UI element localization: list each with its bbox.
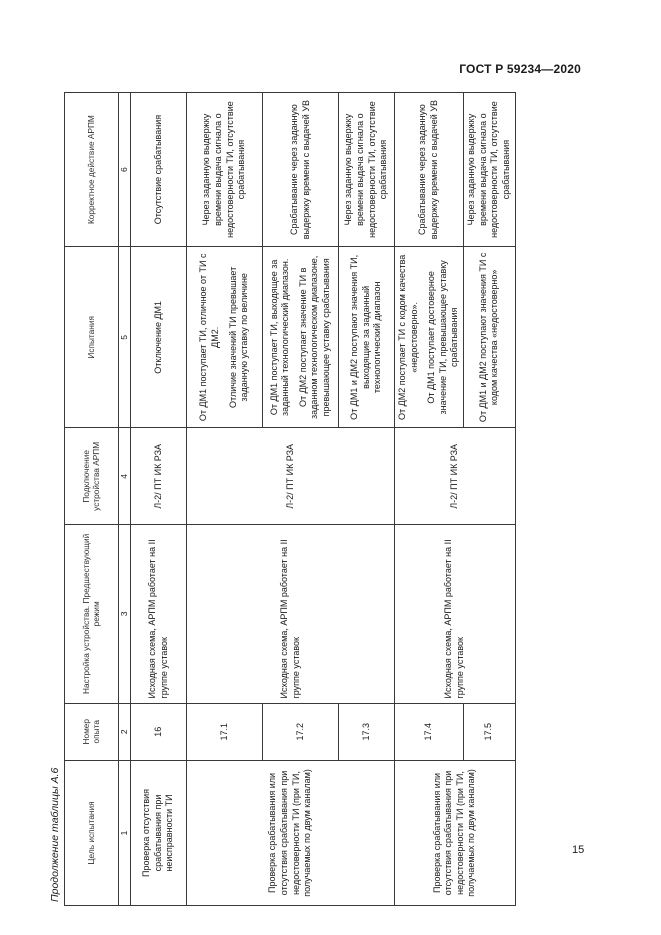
setting-cell: Исходная схема, АРПМ работает на II группе уставок (131, 525, 187, 703)
header-cell-number: Номер опыта (65, 703, 119, 760)
action-cell: Через заданную выдержку времени выдача сигнала о недостоверности ТИ, отсутствие срабатывания (187, 93, 263, 247)
test-number: 17.4 (395, 703, 464, 760)
connection-cell: Л-2/ ПТ ИК РЗА (187, 428, 395, 525)
test-number: 17.3 (339, 703, 395, 760)
table-row (187, 93, 263, 906)
action-cell: Через заданную выдержку времени выдача сигнала о недостоверности ТИ, отсутствие срабатывания (463, 93, 515, 247)
test-number: 16 (131, 703, 187, 760)
test-number: 17.2 (263, 703, 339, 760)
test-paragraph: От ДМ2 поступает значение ТИ в заданном технологическом диапазоне, превышающее уставку срабатывания (297, 255, 331, 419)
test-paragraph: От ДМ1 и ДМ2 поступают значения ТИ с кодом качества «недостоверно» (477, 252, 500, 423)
test-paragraph: От ДМ1 и ДМ2 поступают значения ТИ, выходящие за заданный технологический диапазон (349, 254, 383, 420)
test-description (187, 247, 263, 428)
goal-cell: Проверка срабатывания или отсутствия срабатывания при недостоверности ТИ (при ТИ, получаемых по двум каналам) (395, 760, 516, 905)
header-cell-goal: Цель испытания (65, 760, 119, 905)
test-table (64, 92, 516, 906)
action-cell: Срабатывание через заданную выдержку времени с выдачей УВ (263, 93, 339, 247)
test-paragraph: От ДМ1 поступает ТИ, выходящее за заданный технологический диапазон. (268, 258, 291, 417)
column-number: 6 (119, 93, 131, 247)
column-number: 1 (119, 760, 131, 905)
test-paragraph: Отключение ДМ1 (152, 300, 163, 374)
header-cell-action: Корректное действие АРПМ (65, 93, 119, 247)
goal-cell: Проверка отсутствия срабатывания при неисправности ТИ (131, 760, 187, 905)
table-caption: Продолжение таблицы А.6 (49, 767, 61, 902)
test-description (263, 247, 339, 428)
header-cell-connection: Подключение устройства АРПМ (65, 428, 119, 525)
test-description (395, 247, 464, 428)
column-number: 2 (119, 703, 131, 760)
test-paragraph: От ДМ1 поступает достоверное значение ТИ, превышающее уставку срабатывания (426, 260, 460, 415)
setting-cell: Исходная схема, АРПМ работает на II группе уставок (187, 525, 395, 703)
setting-cell: Исходная схема, АРПМ работает на II группе уставок (395, 525, 516, 703)
column-number: 3 (119, 525, 131, 703)
column-number: 5 (119, 247, 131, 428)
connection-cell: Л-2/ ПТ ИК РЗА (131, 428, 187, 525)
connection-cell: Л-2/ ПТ ИК РЗА (395, 428, 516, 525)
test-paragraph: От ДМ2 поступает ТИ с кодом качества «недостоверно». (397, 254, 419, 420)
test-paragraph: Отличие значений ТИ превышает заданную уставку по величине (227, 266, 250, 408)
page-number: 15 (572, 844, 585, 856)
rotated-table-area (48, 92, 511, 906)
test-description (131, 247, 187, 428)
table-row (395, 93, 464, 906)
action-cell: Через заданную выдержку времени выдача сигнала о недостоверности ТИ, отсутствие срабатывания (339, 93, 395, 247)
test-paragraph: От ДМ1 поступает ТИ, отличное от ТИ с ДМ2. (198, 253, 220, 422)
test-description (339, 247, 395, 428)
action-cell: Отсутствие срабатывания (131, 93, 187, 247)
column-number: 4 (119, 428, 131, 525)
standard-designation: ГОСТ Р 59234—2020 (459, 62, 581, 76)
action-cell: Срабатывание через заданную выдержку времени с выдачей УВ (395, 93, 464, 247)
header-cell-setting: Настройка устройства. Предшествующий режим (65, 525, 119, 703)
test-number: 17.5 (463, 703, 515, 760)
table-row (131, 93, 187, 906)
header-cell-tests: Испытания (65, 247, 119, 428)
test-number: 17.1 (187, 703, 263, 760)
goal-cell: Проверка срабатывания или отсутствия срабатывания при недостоверности ТИ (при ТИ, получаемых по двум каналам) (187, 760, 395, 905)
test-description (463, 247, 515, 428)
